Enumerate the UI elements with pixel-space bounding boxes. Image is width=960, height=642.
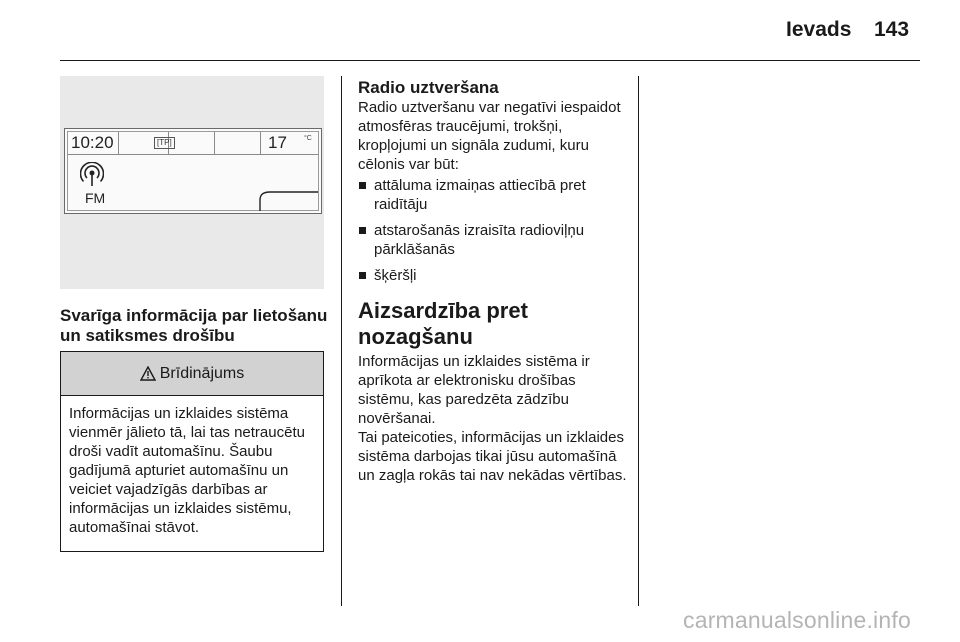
warning-triangle-icon (140, 366, 156, 381)
list-item: attāluma izmaiņas attiecībā pret raidītāju (358, 176, 628, 214)
frequency-curve-icon (258, 190, 320, 212)
band-label: FM (85, 190, 106, 206)
running-header-section: Ievads (786, 18, 852, 41)
warning-title: Brīdinājums (159, 364, 245, 382)
safety-heading: Svarīga informācija par lietošanu un satiksmes drošību (60, 306, 328, 345)
interference-causes-list (358, 176, 628, 292)
radio-broadcast-icon (80, 162, 104, 188)
display-screen (64, 128, 322, 214)
display-status-bar (68, 132, 318, 155)
radio-reception-intro: Radio uztveršanu var negatīvi iespaidot atmosfēras traucējumi, trokšņi, kropļojumi un signāla zudumi, kuru cēlonis var būt: (358, 99, 621, 173)
header-rule (60, 60, 920, 61)
display-clock: 10:20 (71, 133, 114, 152)
display-temperature: 17 (268, 133, 287, 152)
bullet-icon (359, 272, 366, 279)
tp-badge: [TP] (154, 137, 175, 149)
column-divider-left (341, 76, 342, 606)
antitheft-paragraph-2: Tai pateicoties, informācijas un izklaides sistēma darbojas tikai jūsu automašīnā un zagļa rokās tai nav nekādas vērtības. (358, 429, 627, 484)
bullet-icon (359, 227, 366, 234)
list-item: šķēršļi (358, 266, 628, 285)
list-item: atstarošanās izraisīta radioviļņu pārklāšanās (358, 221, 628, 259)
page-number: 143 (874, 18, 910, 41)
temperature-unit: °C (304, 135, 312, 142)
column-divider-right (638, 76, 639, 606)
warning-header (61, 352, 323, 396)
radio-display-figure (60, 76, 324, 289)
antitheft-paragraph-1: Informācijas un izklaides sistēma ir aprīkota ar elektronisku drošības sistēmu, kas paredzēta zādzību novēršanai. (358, 353, 590, 427)
bullet-icon (359, 182, 366, 189)
site-watermark: carmanualsonline.info (683, 607, 911, 633)
warning-box (60, 351, 324, 552)
warning-text: Informācijas un izklaides sistēma vienmēr jālieto tā, lai tas netraucētu droši vadīt automašīnu. Šaubu gadījumā apturiet automašīnu un veiciet vajadzīgās darbības ar informācijas un izklaides sistēmu, automašīnai stāvot. (69, 405, 305, 536)
antitheft-heading: Aizsardzība pret nozagšanu (358, 298, 528, 349)
radio-reception-heading: Radio uztveršana (358, 78, 499, 97)
